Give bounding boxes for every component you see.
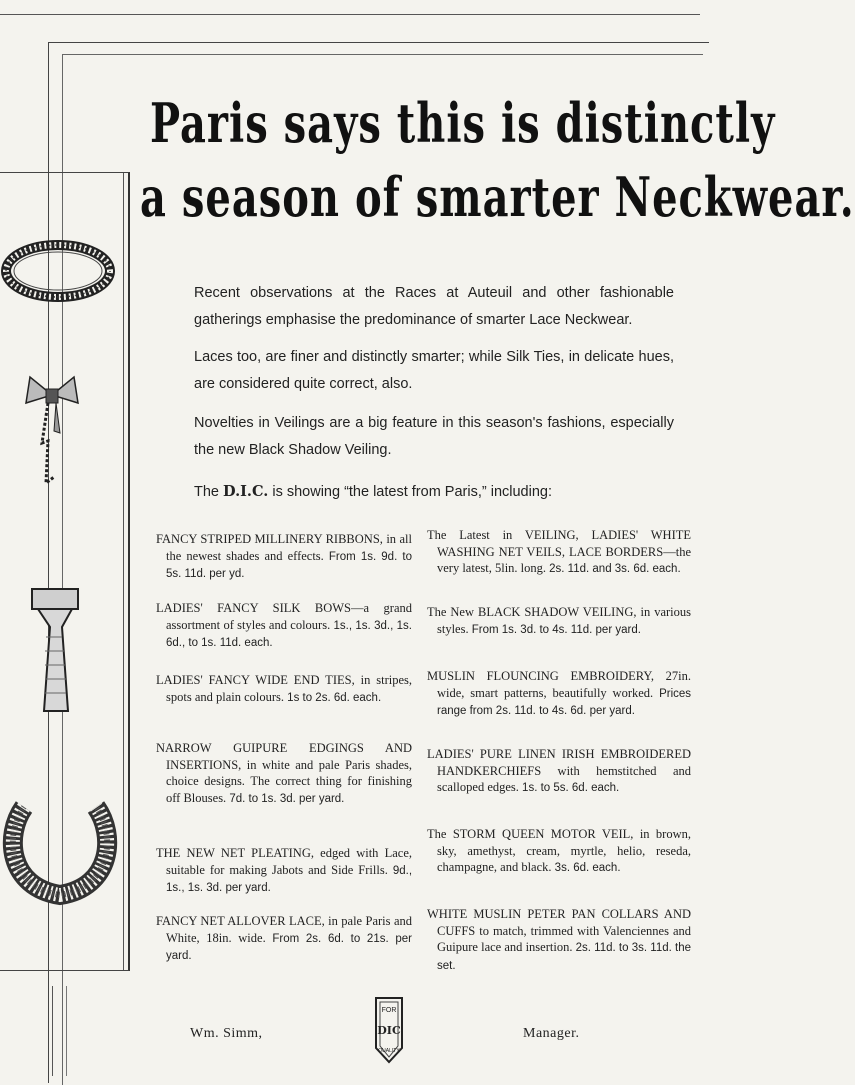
list-item: WHITE MUSLIN PETER PAN COLLARS AND CUFFS to match, trimmed with Valenciennes and Guipure lace and insertion. 2s. 11d. to 3s. 11d. the set. xyxy=(427,907,692,972)
left-rule-inner xyxy=(66,986,67,1076)
lace-collar-band-illustration xyxy=(0,235,118,307)
manager-title: Manager. xyxy=(523,1026,580,1041)
list-item: LADIES' FANCY WIDE END TIES, in stripes, spots and plain colours. 1s to 2s. 6d. each. xyxy=(156,673,412,704)
badge-mid-text: DIC xyxy=(377,1024,401,1037)
intro-paragraph-3: Novelties in Veilings are a big feature in this season's fashions, especially the new Black Shadow Veiling. xyxy=(194,415,674,458)
list-item: LADIES' PURE LINEN IRISH EMBROIDERED HANDKERCHIEFS with hemstitched and scalloped edges. 1s. to 5s. 6d. each. xyxy=(427,747,691,794)
headline-line-1: Paris says this is distinctly xyxy=(150,92,776,156)
list-item: THE NEW NET PLEATING, edged with Lace, suitable for making Jabots and Side Frills. 9d., 1s., 1s. 3d. per yard. xyxy=(156,846,413,894)
intro-4-post: is showing “the latest from Paris,” including: xyxy=(272,484,552,500)
list-item: MUSLIN FLOUNCING EMBROIDERY, 27in. wide, smart patterns, beautifully worked. Prices range from 2s. 11d. to 4s. 6d. per yard. xyxy=(427,669,692,717)
silk-tie-illustration xyxy=(28,587,88,713)
badge-top-text: FOR xyxy=(381,1007,397,1014)
list-item: FANCY STRIPED MILLINERY RIBBONS, in all the newest shades and effects. From 1s. 9d. to 5s. 11d. per yd. xyxy=(156,532,412,580)
intro-paragraph-4 xyxy=(194,478,674,506)
illustration-panel xyxy=(0,172,130,971)
intro-paragraph-2: Laces too, are finer and distinctly smarter; while Silk Ties, in delicate hues, are considered quite correct, also. xyxy=(194,349,674,392)
top-rule xyxy=(0,14,700,15)
signature: Wm. Simm, xyxy=(190,1026,263,1041)
badge-bottom-text: QUALITY xyxy=(378,1048,400,1054)
list-item: NARROW GUIPURE EDGINGS AND INSERTIONS, in white and pale Paris shades, choice designs. The correct thing for finishing off Blouses. 7d. to 1s. 3d. per yard. xyxy=(156,741,412,805)
list-item: LADIES' FANCY SILK BOWS—a grand assortment of styles and colours. 1s., 1s. 3d., 1s. 6d., to 1s. 11d. each. xyxy=(156,601,412,649)
dic-quality-badge-icon xyxy=(372,996,406,1066)
list-item: The New BLACK SHADOW VEILING, in various styles. From 1s. 3d. to 4s. 11d. per yard. xyxy=(427,605,691,636)
intro-paragraph-1: Recent observations at the Races at Auteuil and other fashionable gatherings emphasise the predominance of smarter Lace Neckwear. xyxy=(194,285,674,328)
list-item: The Latest in VEILING, LADIES' WHITE WASHING NET VEILS, LACE BORDERS—the very latest, 5lin. long. 2s. 11d. and 3s. 6d. each. xyxy=(427,528,691,575)
list-item: The STORM QUEEN MOTOR VEIL, in brown, sky, amethyst, cream, myrtle, helio, reseda, champagne, and black. 3s. 6d. each. xyxy=(427,827,691,874)
headline-line-2: a season of smarter Neckwear. xyxy=(140,166,855,230)
lace-horseshoe-collar-illustration xyxy=(4,795,116,905)
left-rule xyxy=(52,986,53,1076)
list-item: FANCY NET ALLOVER LACE, in pale Paris and White, 18in. wide. From 2s. 6d. to 21s. per yard. xyxy=(156,914,412,962)
lace-bow-illustration xyxy=(24,373,80,491)
dic-brand-name: D.I.C. xyxy=(223,483,269,500)
intro-4-pre: The xyxy=(194,484,219,500)
